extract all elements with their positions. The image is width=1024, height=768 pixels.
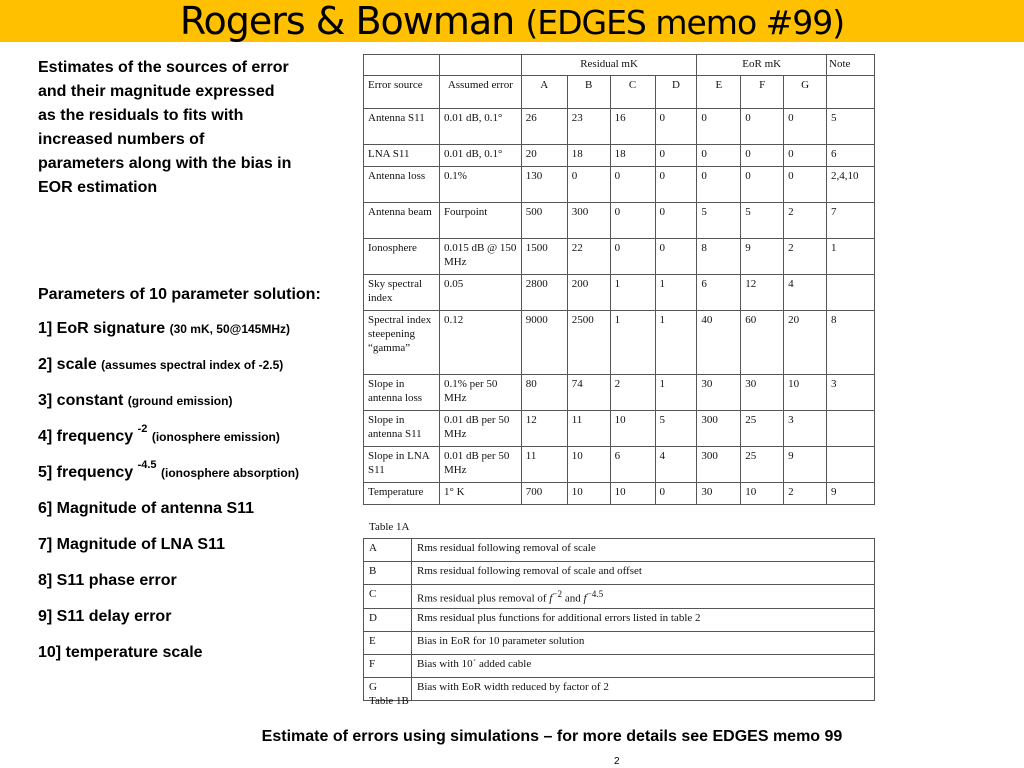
cell-value: 9 bbox=[784, 447, 827, 483]
cell-value: 10 bbox=[567, 447, 610, 483]
legend-desc bbox=[412, 677, 875, 700]
cell-error-source: Antenna loss bbox=[364, 167, 440, 203]
cell-value: 5 bbox=[697, 203, 741, 239]
legend-row bbox=[364, 562, 875, 585]
cell-note: 8 bbox=[827, 311, 875, 375]
param-label: 5] frequency bbox=[38, 464, 134, 481]
cell-value: 20 bbox=[521, 145, 567, 167]
table-row bbox=[364, 375, 875, 411]
legend-key: B bbox=[364, 562, 412, 585]
cell-value: 0 bbox=[697, 167, 741, 203]
cell-value: 3 bbox=[784, 411, 827, 447]
cell-value: 5 bbox=[741, 203, 784, 239]
cell-value: 12 bbox=[521, 411, 567, 447]
table-1b bbox=[363, 538, 875, 701]
table-row bbox=[364, 109, 875, 145]
cell-error-source: Antenna beam bbox=[364, 203, 440, 239]
cell-value: 16 bbox=[610, 109, 655, 145]
param-label: 6] Magnitude of antenna S11 bbox=[38, 500, 255, 517]
legend-row bbox=[364, 539, 875, 562]
cell-note: 1 bbox=[827, 239, 875, 275]
cell-assumed-error: 0.1% bbox=[439, 167, 521, 203]
description-text: Estimates of the sources of error and their magnitude expressed as the residuals to fits with increased numbers of parameters along with the bias in EOR estimation bbox=[38, 59, 292, 196]
cell-value: 18 bbox=[610, 145, 655, 167]
param-label: 3] constant bbox=[38, 392, 124, 409]
cell-note bbox=[827, 275, 875, 311]
param-item bbox=[38, 425, 358, 449]
cell-value: 25 bbox=[741, 411, 784, 447]
param-label: 4] frequency bbox=[38, 428, 134, 445]
cell-error-source: Ionosphere bbox=[364, 239, 440, 275]
col-header-d: D bbox=[655, 76, 697, 109]
param-superscript: -2 bbox=[137, 423, 148, 435]
legend-key: G bbox=[364, 677, 412, 700]
cell-value: 2500 bbox=[567, 311, 610, 375]
cell-value: 0 bbox=[610, 167, 655, 203]
legend-symbol-f: f bbox=[549, 592, 553, 605]
cell-value: 23 bbox=[567, 109, 610, 145]
cell-value: 25 bbox=[741, 447, 784, 483]
left-column bbox=[38, 56, 358, 665]
param-note: (ionosphere emission) bbox=[151, 430, 280, 444]
cell-value: 0 bbox=[655, 239, 697, 275]
cell-assumed-error: 1° K bbox=[439, 483, 521, 505]
col-header-f: F bbox=[741, 76, 784, 109]
cell-value: 0 bbox=[655, 203, 697, 239]
cell-value: 30 bbox=[697, 483, 741, 505]
cell-value: 130 bbox=[521, 167, 567, 203]
legend-desc bbox=[412, 654, 875, 677]
cell-value: 12 bbox=[741, 275, 784, 311]
cell-assumed-error: 0.01 dB, 0.1° bbox=[439, 145, 521, 167]
cell-value: 0 bbox=[655, 145, 697, 167]
cell-value: 18 bbox=[567, 145, 610, 167]
legend-row bbox=[364, 631, 875, 654]
param-superscript: -4.5 bbox=[137, 459, 157, 471]
table-row bbox=[364, 311, 875, 375]
col-assumed-error: Assumed error bbox=[439, 76, 521, 109]
cell-value: 4 bbox=[655, 447, 697, 483]
cell-value: 5 bbox=[655, 411, 697, 447]
cell-value: 300 bbox=[697, 411, 741, 447]
legend-desc bbox=[412, 539, 875, 562]
cell-value: 0 bbox=[655, 109, 697, 145]
cell-value: 30 bbox=[697, 375, 741, 411]
cell-assumed-error: 0.1% per 50 MHz bbox=[439, 375, 521, 411]
param-label: 2] scale bbox=[38, 356, 97, 373]
legend-desc bbox=[412, 585, 875, 609]
cell-error-source: Slope in antenna loss bbox=[364, 375, 440, 411]
table-row bbox=[364, 239, 875, 275]
legend-desc-text: Rms residual plus removal of bbox=[417, 592, 550, 605]
cell-value: 9 bbox=[741, 239, 784, 275]
col-header-note bbox=[827, 76, 875, 109]
legend-desc-text: Bias with 10´ added cable bbox=[417, 657, 532, 670]
group-eor: EoR mK bbox=[697, 55, 827, 76]
cell-value: 0 bbox=[610, 203, 655, 239]
legend-row bbox=[364, 654, 875, 677]
cell-note bbox=[827, 411, 875, 447]
table-row bbox=[364, 447, 875, 483]
cell-value: 300 bbox=[697, 447, 741, 483]
group-residual: Residual mK bbox=[521, 55, 697, 76]
cell-note: 2,4,10 bbox=[827, 167, 875, 203]
cell-value: 0 bbox=[655, 167, 697, 203]
page-number: 2 bbox=[614, 756, 620, 767]
col-error-source: Error source bbox=[364, 76, 440, 109]
cell-value: 60 bbox=[741, 311, 784, 375]
param-item bbox=[38, 497, 358, 521]
legend-desc-text: Rms residual following removal of scale bbox=[417, 542, 596, 554]
legend-desc bbox=[412, 631, 875, 654]
param-label: 10] temperature scale bbox=[38, 644, 203, 661]
param-item bbox=[38, 641, 358, 665]
cell-note: 6 bbox=[827, 145, 875, 167]
legend-key: C bbox=[364, 585, 412, 609]
cell-value: 20 bbox=[784, 311, 827, 375]
cell-value: 74 bbox=[567, 375, 610, 411]
legend-key: A bbox=[364, 539, 412, 562]
param-note: (30 mK, 50@145MHz) bbox=[169, 322, 291, 336]
cell-note: 5 bbox=[827, 109, 875, 145]
table-header-group-row bbox=[364, 55, 875, 76]
cell-error-source: Slope in LNA S11 bbox=[364, 447, 440, 483]
cell-value: 1 bbox=[655, 375, 697, 411]
cell-value: 10 bbox=[741, 483, 784, 505]
cell-assumed-error: 0.12 bbox=[439, 311, 521, 375]
cell-value: 1 bbox=[655, 275, 697, 311]
legend-key: F bbox=[364, 654, 412, 677]
cell-value: 2 bbox=[610, 375, 655, 411]
legend-superscript: −4.5 bbox=[586, 589, 604, 599]
cell-value: 0 bbox=[741, 109, 784, 145]
cell-value: 0 bbox=[741, 145, 784, 167]
cell-value: 0 bbox=[655, 483, 697, 505]
param-label: 8] S11 phase error bbox=[38, 572, 177, 589]
cell-value: 6 bbox=[697, 275, 741, 311]
cell-assumed-error: 0.01 dB per 50 MHz bbox=[439, 411, 521, 447]
col-header-c: C bbox=[610, 76, 655, 109]
table-1b-caption: Table 1B bbox=[369, 695, 409, 707]
legend-symbol-f: f bbox=[583, 592, 587, 605]
cell-value: 1 bbox=[610, 311, 655, 375]
legend-desc bbox=[412, 562, 875, 585]
legend-desc bbox=[412, 608, 875, 631]
cell-value: 10 bbox=[567, 483, 610, 505]
cell-value: 200 bbox=[567, 275, 610, 311]
cell-assumed-error: 0.01 dB, 0.1° bbox=[439, 109, 521, 145]
legend-key: E bbox=[364, 631, 412, 654]
legend-desc-mid: and bbox=[562, 592, 584, 605]
cell-value: 2 bbox=[784, 239, 827, 275]
param-item bbox=[38, 461, 358, 485]
legend-row bbox=[364, 677, 875, 700]
cell-value: 0 bbox=[697, 145, 741, 167]
cell-assumed-error: 0.05 bbox=[439, 275, 521, 311]
cell-value: 80 bbox=[521, 375, 567, 411]
cell-value: 300 bbox=[567, 203, 610, 239]
cell-error-source: Slope in antenna S11 bbox=[364, 411, 440, 447]
param-item bbox=[38, 605, 358, 629]
cell-value: 11 bbox=[521, 447, 567, 483]
cell-value: 0 bbox=[567, 167, 610, 203]
table-row bbox=[364, 167, 875, 203]
cell-value: 9000 bbox=[521, 311, 567, 375]
param-item bbox=[38, 569, 358, 593]
legend-key: D bbox=[364, 608, 412, 631]
cell-error-source: Temperature bbox=[364, 483, 440, 505]
table-row bbox=[364, 411, 875, 447]
param-label: 1] EoR signature bbox=[38, 320, 166, 337]
cell-assumed-error: Fourpoint bbox=[439, 203, 521, 239]
param-item bbox=[38, 389, 358, 413]
title-main: Rogers & Bowman bbox=[179, 0, 526, 43]
table-row bbox=[364, 203, 875, 239]
legend-superscript: −2 bbox=[552, 589, 563, 599]
cell-value: 10 bbox=[610, 411, 655, 447]
cell-value: 10 bbox=[784, 375, 827, 411]
cell-assumed-error: 0.015 dB @ 150 MHz bbox=[439, 239, 521, 275]
cell-error-source: LNA S11 bbox=[364, 145, 440, 167]
cell-value: 8 bbox=[697, 239, 741, 275]
legend-desc-text: Rms residual following removal of scale and offset bbox=[417, 565, 642, 577]
col-header-g: G bbox=[784, 76, 827, 109]
cell-value: 0 bbox=[784, 109, 827, 145]
legend-desc-text: Rms residual plus functions for additional errors listed in table 2 bbox=[417, 611, 701, 624]
cell-value: 1500 bbox=[521, 239, 567, 275]
cell-value: 2800 bbox=[521, 275, 567, 311]
param-note: (ground emission) bbox=[127, 394, 233, 408]
cell-value: 0 bbox=[610, 239, 655, 275]
cell-value: 2 bbox=[784, 483, 827, 505]
param-note: (ionosphere absorption) bbox=[161, 466, 300, 480]
cell-value: 500 bbox=[521, 203, 567, 239]
table-header-row bbox=[364, 76, 875, 109]
cell-value: 1 bbox=[655, 311, 697, 375]
cell-value: 2 bbox=[784, 203, 827, 239]
params-heading: Parameters of 10 parameter solution: bbox=[38, 286, 321, 303]
legend-desc-text: Bias in EoR for 10 parameter solution bbox=[417, 634, 585, 647]
cell-value: 6 bbox=[610, 447, 655, 483]
cell-value: 11 bbox=[567, 411, 610, 447]
legend-row bbox=[364, 585, 875, 609]
param-item bbox=[38, 317, 358, 341]
footer-text: Estimate of errors using simulations – for more details see EDGES memo 99 bbox=[261, 728, 843, 745]
cell-value: 22 bbox=[567, 239, 610, 275]
cell-value: 0 bbox=[741, 167, 784, 203]
cell-value: 700 bbox=[521, 483, 567, 505]
cell-value: 4 bbox=[784, 275, 827, 311]
legend-desc-text: Bias with EoR width reduced by factor of 2 bbox=[417, 680, 609, 693]
col-header-a: A bbox=[521, 76, 567, 109]
param-note: (assumes spectral index of -2.5) bbox=[101, 358, 284, 372]
cell-value: 1 bbox=[610, 275, 655, 311]
cell-note: 7 bbox=[827, 203, 875, 239]
cell-note: 9 bbox=[827, 483, 875, 505]
group-note: Note bbox=[827, 55, 875, 76]
cell-value: 40 bbox=[697, 311, 741, 375]
cell-value: 0 bbox=[784, 145, 827, 167]
slide-title bbox=[0, 0, 1024, 44]
cell-value: 10 bbox=[610, 483, 655, 505]
cell-value: 0 bbox=[697, 109, 741, 145]
param-label: 9] S11 delay error bbox=[38, 608, 172, 625]
param-list bbox=[38, 317, 358, 665]
cell-value: 26 bbox=[521, 109, 567, 145]
col-header-b: B bbox=[567, 76, 610, 109]
param-label: 7] Magnitude of LNA S11 bbox=[38, 536, 225, 553]
table-1a-caption: Table 1A bbox=[369, 521, 410, 533]
cell-value: 0 bbox=[784, 167, 827, 203]
table-1a bbox=[363, 54, 875, 505]
param-item bbox=[38, 353, 358, 377]
cell-value: 30 bbox=[741, 375, 784, 411]
table-row bbox=[364, 145, 875, 167]
cell-error-source: Spectral index steepening “gamma” bbox=[364, 311, 440, 375]
cell-note bbox=[827, 447, 875, 483]
table-row bbox=[364, 483, 875, 505]
table-row bbox=[364, 275, 875, 311]
cell-note: 3 bbox=[827, 375, 875, 411]
cell-error-source: Antenna S11 bbox=[364, 109, 440, 145]
legend-row bbox=[364, 608, 875, 631]
title-sub: (EDGES memo #99) bbox=[525, 3, 845, 42]
cell-error-source: Sky spectral index bbox=[364, 275, 440, 311]
param-item bbox=[38, 533, 358, 557]
col-header-e: E bbox=[697, 76, 741, 109]
cell-assumed-error: 0.01 dB per 50 MHz bbox=[439, 447, 521, 483]
